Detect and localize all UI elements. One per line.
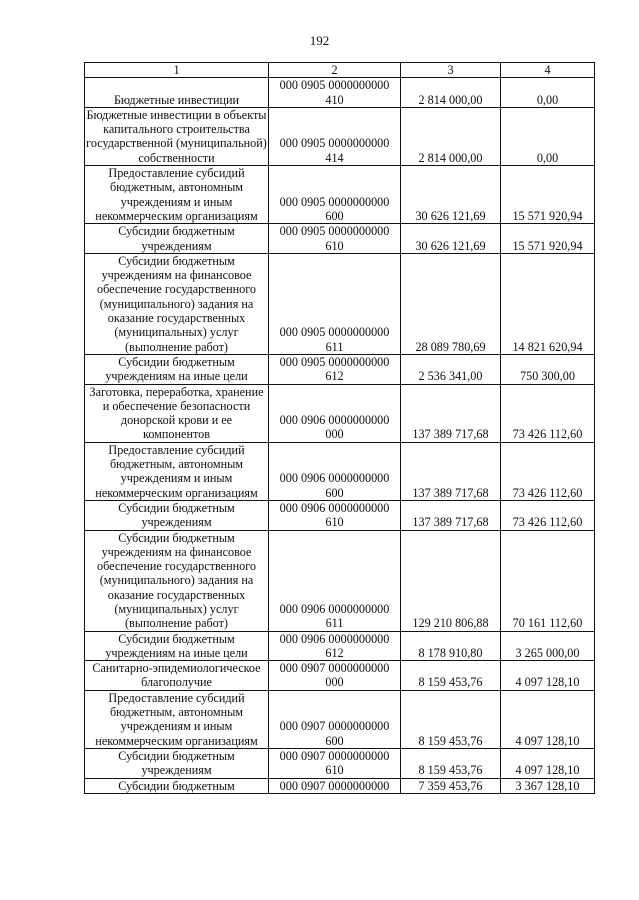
row-value-col4: 3 367 128,10 xyxy=(501,778,595,793)
row-name: Субсидии бюджетным учреждениям xyxy=(85,500,269,530)
row-code: 000 0906 0000000000 611 xyxy=(269,530,401,631)
row-value-col3: 8 178 910,80 xyxy=(401,631,501,661)
table-row xyxy=(85,107,595,165)
table-row xyxy=(85,224,595,254)
column-header: 2 xyxy=(269,63,401,78)
row-code: 000 0905 0000000000 414 xyxy=(269,107,401,165)
row-name: Предоставление субсидий бюджетным, автономным учреждениям и иным некоммерческим организациям xyxy=(85,690,269,748)
table-row xyxy=(85,166,595,224)
table-row xyxy=(85,690,595,748)
row-value-col4: 73 426 112,60 xyxy=(501,384,595,442)
row-value-col4: 750 300,00 xyxy=(501,354,595,384)
row-name: Субсидии бюджетным учреждениям xyxy=(85,748,269,778)
table-row xyxy=(85,631,595,661)
table-row xyxy=(85,530,595,631)
column-header: 1 xyxy=(85,63,269,78)
row-value-col4: 73 426 112,60 xyxy=(501,500,595,530)
row-name: Субсидии бюджетным учреждениям на иные цели xyxy=(85,631,269,661)
row-name: Санитарно-эпидемиологическое благополучие xyxy=(85,661,269,691)
row-value-col3: 30 626 121,69 xyxy=(401,166,501,224)
row-value-col3: 137 389 717,68 xyxy=(401,442,501,500)
row-value-col3: 7 359 453,76 xyxy=(401,778,501,793)
row-value-col3: 30 626 121,69 xyxy=(401,224,501,254)
table-row xyxy=(85,78,595,108)
row-value-col4: 15 571 920,94 xyxy=(501,166,595,224)
row-value-col3: 8 159 453,76 xyxy=(401,690,501,748)
table-row xyxy=(85,661,595,691)
row-name: Субсидии бюджетным учреждениям xyxy=(85,224,269,254)
row-name: Бюджетные инвестиции в объекты капитального строительства государственной (муниципальной) собственности xyxy=(86,107,267,165)
row-code: 000 0905 0000000000 612 xyxy=(269,354,401,384)
table-row xyxy=(85,384,595,442)
row-code: 000 0905 0000000000 611 xyxy=(269,253,401,354)
row-value-col4: 3 265 000,00 xyxy=(501,631,595,661)
row-code: 000 0905 0000000000 410 xyxy=(269,78,401,108)
budget-table xyxy=(84,62,595,794)
row-code: 000 0906 0000000000 610 xyxy=(269,500,401,530)
row-value-col3: 2 814 000,00 xyxy=(401,78,501,108)
row-name: Предоставление субсидий бюджетным, автономным учреждениям и иным некоммерческим организациям xyxy=(85,166,269,224)
row-code: 000 0906 0000000000 000 xyxy=(269,384,401,442)
column-header: 4 xyxy=(501,63,595,78)
row-value-col3: 28 089 780,69 xyxy=(401,253,501,354)
row-value-col3: 8 159 453,76 xyxy=(401,748,501,778)
column-header: 3 xyxy=(401,63,501,78)
row-name: Предоставление субсидий бюджетным, автономным учреждениям и иным некоммерческим организациям xyxy=(85,442,269,500)
row-value-col4: 14 821 620,94 xyxy=(501,253,595,354)
row-code: 000 0905 0000000000 600 xyxy=(269,166,401,224)
row-value-col3: 137 389 717,68 xyxy=(401,384,501,442)
table-header-row xyxy=(85,63,595,78)
table-row xyxy=(85,442,595,500)
row-value-col4: 73 426 112,60 xyxy=(501,442,595,500)
page-number: 192 xyxy=(309,33,330,48)
table-row xyxy=(85,500,595,530)
row-code: 000 0907 0000000000 000 xyxy=(269,661,401,691)
row-value-col3: 8 159 453,76 xyxy=(401,661,501,691)
row-value-col3: 2 814 000,00 xyxy=(401,107,501,165)
row-name: Субсидии бюджетным учреждениям на финансовое обеспечение государственного (муниципального) задания на оказание государственных (муниципальных) услуг (выполнение работ) xyxy=(85,253,269,354)
row-code: 000 0906 0000000000 600 xyxy=(269,442,401,500)
row-value-col4: 0,00 xyxy=(501,78,595,108)
table-row xyxy=(85,778,595,793)
table-row xyxy=(85,253,595,354)
row-value-col4: 4 097 128,10 xyxy=(501,661,595,691)
row-code: 000 0906 0000000000 612 xyxy=(269,631,401,661)
table-row xyxy=(85,748,595,778)
row-name: Субсидии бюджетным учреждениям на иные цели xyxy=(85,354,269,384)
row-code: 000 0907 0000000000 xyxy=(269,778,401,793)
row-value-col3: 129 210 806,88 xyxy=(401,530,501,631)
row-name: Субсидии бюджетным xyxy=(85,778,269,793)
row-value-col4: 70 161 112,60 xyxy=(501,530,595,631)
row-value-col3: 2 536 341,00 xyxy=(401,354,501,384)
row-value-col4: 4 097 128,10 xyxy=(501,690,595,748)
row-code: 000 0907 0000000000 610 xyxy=(269,748,401,778)
row-value-col4: 0,00 xyxy=(501,107,595,165)
row-name: Субсидии бюджетным учреждениям на финансовое обеспечение государственного (муниципального) задания на оказание государственных (муниципальных) услуг (выполнение работ) xyxy=(85,530,269,631)
row-name: Бюджетные инвестиции xyxy=(85,78,269,108)
row-name: Заготовка, переработка, хранение и обеспечение безопасности донорской крови и ее компонентов xyxy=(85,384,269,442)
row-code: 000 0905 0000000000 610 xyxy=(269,224,401,254)
row-value-col4: 4 097 128,10 xyxy=(501,748,595,778)
budget-table-body xyxy=(85,63,595,794)
row-value-col3: 137 389 717,68 xyxy=(401,500,501,530)
row-code: 000 0907 0000000000 600 xyxy=(269,690,401,748)
table-row xyxy=(85,354,595,384)
row-value-col4: 15 571 920,94 xyxy=(501,224,595,254)
